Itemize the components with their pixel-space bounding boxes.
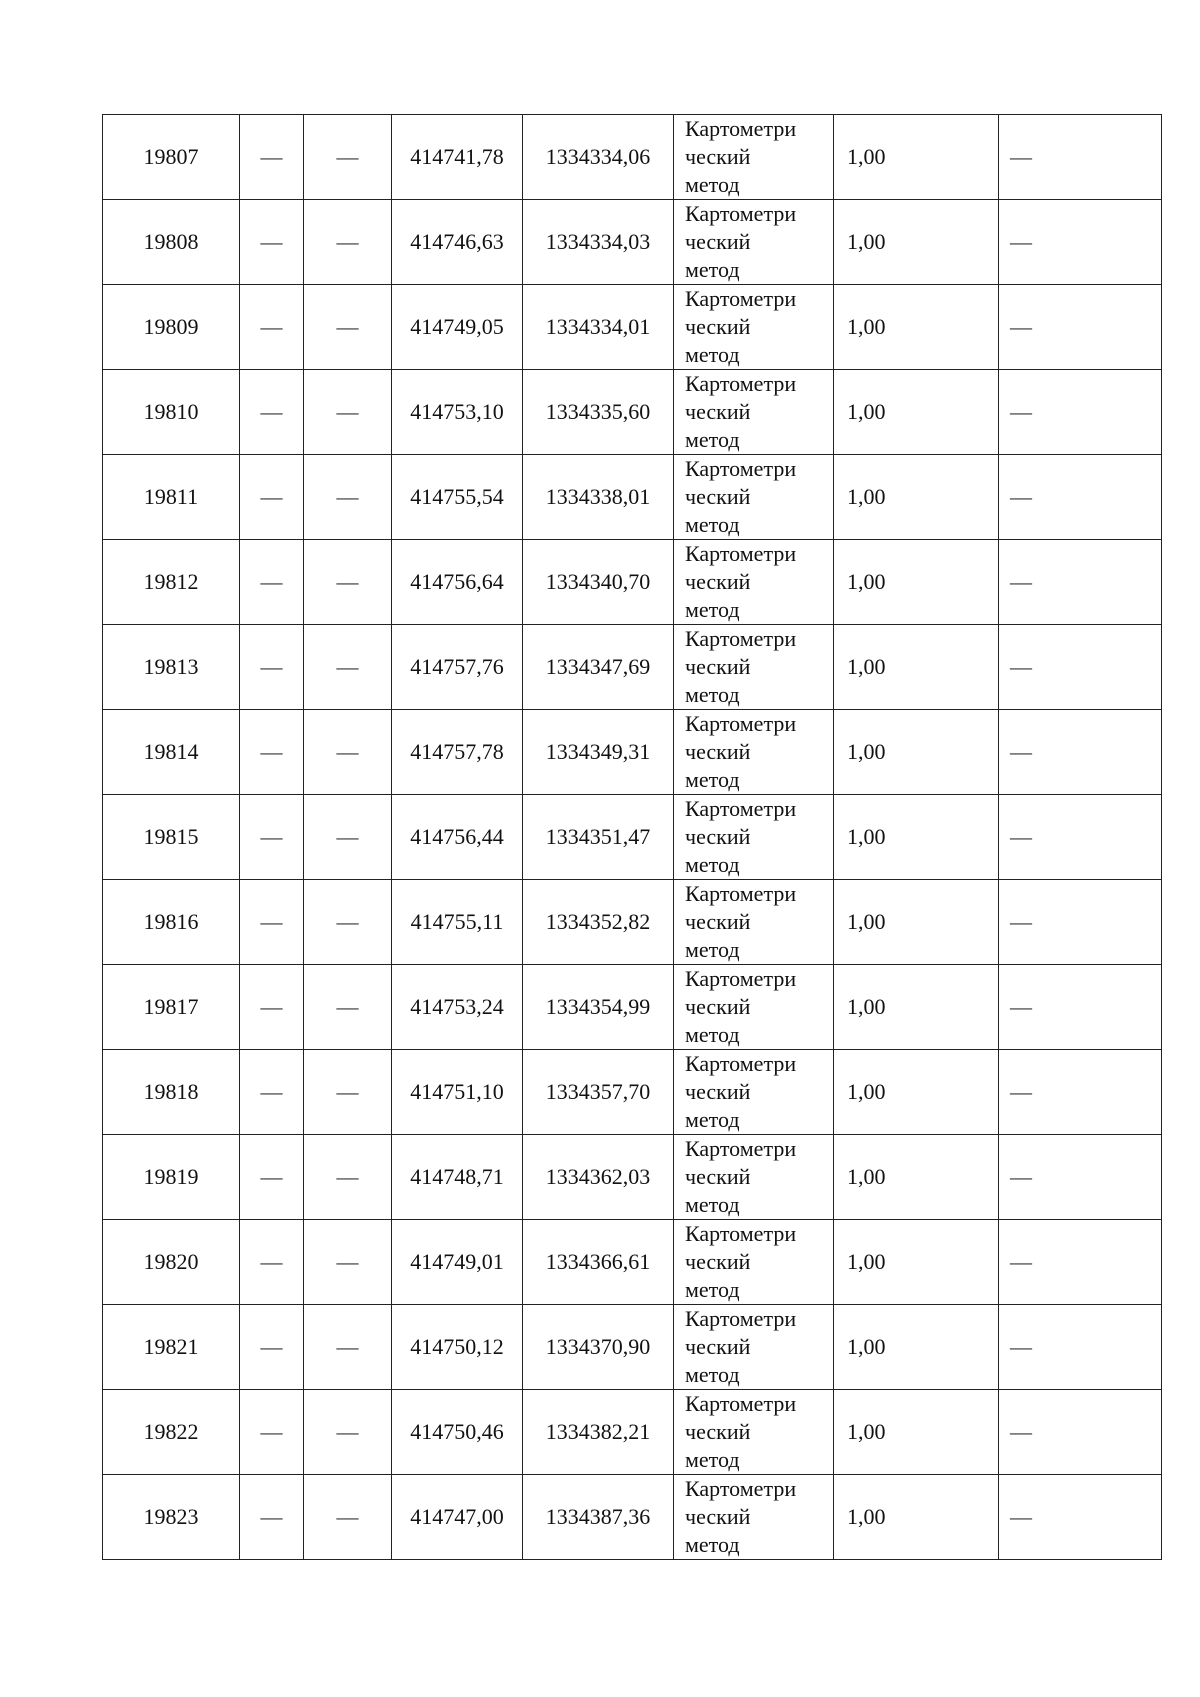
- point-number-cell: 19821: [103, 1305, 240, 1390]
- empty-value-cell: —: [999, 1050, 1162, 1135]
- empty-value-cell: —: [240, 455, 304, 540]
- empty-value-cell: —: [304, 370, 392, 455]
- point-number-cell: 19811: [103, 455, 240, 540]
- point-number-cell: 19809: [103, 285, 240, 370]
- empty-value-cell: —: [304, 115, 392, 200]
- x-coordinate-cell: 414746,63: [392, 200, 523, 285]
- accuracy-cell: 1,00: [834, 540, 999, 625]
- accuracy-cell: 1,00: [834, 455, 999, 540]
- x-coordinate-cell: 414755,54: [392, 455, 523, 540]
- empty-value-cell: —: [999, 965, 1162, 1050]
- empty-value-cell: —: [304, 540, 392, 625]
- method-text-line: Картометри: [685, 1476, 797, 1501]
- y-coordinate-cell: 1334335,60: [523, 370, 674, 455]
- table-row: [103, 455, 1162, 540]
- empty-value-cell: —: [240, 285, 304, 370]
- empty-value-cell: —: [240, 115, 304, 200]
- y-coordinate-cell: 1334382,21: [523, 1390, 674, 1475]
- empty-value-cell: —: [999, 1475, 1162, 1560]
- table-row: [103, 200, 1162, 285]
- method-text-line: ческий: [685, 1419, 751, 1444]
- table-row: [103, 1305, 1162, 1390]
- empty-value-cell: —: [304, 1220, 392, 1305]
- method-cell: [674, 710, 834, 795]
- coordinates-table: [102, 114, 1162, 1560]
- method-text-line: метод: [685, 1192, 740, 1217]
- empty-value-cell: —: [999, 880, 1162, 965]
- x-coordinate-cell: 414747,00: [392, 1475, 523, 1560]
- method-text-line: Картометри: [685, 1391, 797, 1416]
- empty-value-cell: —: [304, 1475, 392, 1560]
- method-text-line: ческий: [685, 144, 751, 169]
- table-row: [103, 625, 1162, 710]
- method-text-line: метод: [685, 512, 740, 537]
- method-text-line: Картометри: [685, 626, 797, 651]
- empty-value-cell: —: [240, 625, 304, 710]
- method-text-line: Картометри: [685, 286, 797, 311]
- y-coordinate-cell: 1334387,36: [523, 1475, 674, 1560]
- x-coordinate-cell: 414748,71: [392, 1135, 523, 1220]
- accuracy-cell: 1,00: [834, 200, 999, 285]
- method-text-line: ческий: [685, 739, 751, 764]
- point-number-cell: 19815: [103, 795, 240, 880]
- method-cell: [674, 965, 834, 1050]
- empty-value-cell: —: [240, 965, 304, 1050]
- x-coordinate-cell: 414753,10: [392, 370, 523, 455]
- empty-value-cell: —: [240, 1220, 304, 1305]
- empty-value-cell: —: [999, 1135, 1162, 1220]
- method-cell: [674, 880, 834, 965]
- method-text-line: Картометри: [685, 966, 797, 991]
- y-coordinate-cell: 1334334,06: [523, 115, 674, 200]
- point-number-cell: 19814: [103, 710, 240, 795]
- empty-value-cell: —: [304, 200, 392, 285]
- accuracy-cell: 1,00: [834, 115, 999, 200]
- y-coordinate-cell: 1334347,69: [523, 625, 674, 710]
- y-coordinate-cell: 1334338,01: [523, 455, 674, 540]
- x-coordinate-cell: 414751,10: [392, 1050, 523, 1135]
- method-cell: [674, 200, 834, 285]
- accuracy-cell: 1,00: [834, 710, 999, 795]
- method-text-line: ческий: [685, 229, 751, 254]
- empty-value-cell: —: [304, 710, 392, 795]
- method-text-line: Картометри: [685, 711, 797, 736]
- method-text-line: метод: [685, 427, 740, 452]
- empty-value-cell: —: [304, 1305, 392, 1390]
- method-text-line: ческий: [685, 1164, 751, 1189]
- empty-value-cell: —: [240, 1135, 304, 1220]
- method-text-line: метод: [685, 1362, 740, 1387]
- empty-value-cell: —: [304, 1390, 392, 1475]
- empty-value-cell: —: [304, 1135, 392, 1220]
- y-coordinate-cell: 1334352,82: [523, 880, 674, 965]
- table-row: [103, 285, 1162, 370]
- point-number-cell: 19822: [103, 1390, 240, 1475]
- empty-value-cell: —: [999, 370, 1162, 455]
- method-text-line: ческий: [685, 569, 751, 594]
- accuracy-cell: 1,00: [834, 625, 999, 710]
- point-number-cell: 19819: [103, 1135, 240, 1220]
- method-text-line: Картометри: [685, 541, 797, 566]
- empty-value-cell: —: [999, 625, 1162, 710]
- method-text-line: ческий: [685, 399, 751, 424]
- method-text-line: метод: [685, 342, 740, 367]
- empty-value-cell: —: [240, 370, 304, 455]
- method-text-line: ческий: [685, 1249, 751, 1274]
- empty-value-cell: —: [240, 1050, 304, 1135]
- empty-value-cell: —: [999, 795, 1162, 880]
- accuracy-cell: 1,00: [834, 1220, 999, 1305]
- accuracy-cell: 1,00: [834, 1050, 999, 1135]
- method-cell: [674, 370, 834, 455]
- method-text-line: Картометри: [685, 371, 797, 396]
- empty-value-cell: —: [999, 540, 1162, 625]
- method-text-line: ческий: [685, 824, 751, 849]
- method-cell: [674, 1050, 834, 1135]
- table-row: [103, 880, 1162, 965]
- x-coordinate-cell: 414756,64: [392, 540, 523, 625]
- accuracy-cell: 1,00: [834, 965, 999, 1050]
- x-coordinate-cell: 414757,78: [392, 710, 523, 795]
- method-cell: [674, 795, 834, 880]
- accuracy-cell: 1,00: [834, 795, 999, 880]
- table-row: [103, 370, 1162, 455]
- empty-value-cell: —: [999, 455, 1162, 540]
- method-text-line: Картометри: [685, 1136, 797, 1161]
- method-cell: [674, 1475, 834, 1560]
- empty-value-cell: —: [999, 1305, 1162, 1390]
- method-text-line: ческий: [685, 314, 751, 339]
- empty-value-cell: —: [999, 710, 1162, 795]
- table-row: [103, 1050, 1162, 1135]
- point-number-cell: 19813: [103, 625, 240, 710]
- x-coordinate-cell: 414753,24: [392, 965, 523, 1050]
- empty-value-cell: —: [304, 795, 392, 880]
- point-number-cell: 19823: [103, 1475, 240, 1560]
- empty-value-cell: —: [240, 1475, 304, 1560]
- table-row: [103, 1390, 1162, 1475]
- method-cell: [674, 285, 834, 370]
- table-row: [103, 540, 1162, 625]
- empty-value-cell: —: [999, 285, 1162, 370]
- method-text-line: метод: [685, 1277, 740, 1302]
- x-coordinate-cell: 414749,05: [392, 285, 523, 370]
- method-cell: [674, 115, 834, 200]
- method-cell: [674, 1220, 834, 1305]
- y-coordinate-cell: 1334370,90: [523, 1305, 674, 1390]
- empty-value-cell: —: [240, 200, 304, 285]
- accuracy-cell: 1,00: [834, 1135, 999, 1220]
- method-text-line: метод: [685, 1107, 740, 1132]
- method-text-line: метод: [685, 1532, 740, 1557]
- method-cell: [674, 1390, 834, 1475]
- empty-value-cell: —: [240, 540, 304, 625]
- point-number-cell: 19816: [103, 880, 240, 965]
- x-coordinate-cell: 414750,12: [392, 1305, 523, 1390]
- x-coordinate-cell: 414749,01: [392, 1220, 523, 1305]
- y-coordinate-cell: 1334351,47: [523, 795, 674, 880]
- method-text-line: ческий: [685, 1504, 751, 1529]
- empty-value-cell: —: [240, 710, 304, 795]
- x-coordinate-cell: 414756,44: [392, 795, 523, 880]
- empty-value-cell: —: [999, 200, 1162, 285]
- method-text-line: метод: [685, 682, 740, 707]
- table-row: [103, 1220, 1162, 1305]
- method-text-line: метод: [685, 597, 740, 622]
- empty-value-cell: —: [304, 625, 392, 710]
- empty-value-cell: —: [240, 795, 304, 880]
- accuracy-cell: 1,00: [834, 1305, 999, 1390]
- point-number-cell: 19817: [103, 965, 240, 1050]
- method-cell: [674, 540, 834, 625]
- method-text-line: Картометри: [685, 796, 797, 821]
- empty-value-cell: —: [304, 455, 392, 540]
- method-text-line: Картометри: [685, 456, 797, 481]
- y-coordinate-cell: 1334354,99: [523, 965, 674, 1050]
- y-coordinate-cell: 1334340,70: [523, 540, 674, 625]
- method-cell: [674, 625, 834, 710]
- empty-value-cell: —: [304, 880, 392, 965]
- empty-value-cell: —: [304, 965, 392, 1050]
- point-number-cell: 19808: [103, 200, 240, 285]
- method-text-line: метод: [685, 937, 740, 962]
- x-coordinate-cell: 414741,78: [392, 115, 523, 200]
- table-row: [103, 1135, 1162, 1220]
- y-coordinate-cell: 1334349,31: [523, 710, 674, 795]
- accuracy-cell: 1,00: [834, 1475, 999, 1560]
- x-coordinate-cell: 414750,46: [392, 1390, 523, 1475]
- empty-value-cell: —: [240, 880, 304, 965]
- accuracy-cell: 1,00: [834, 285, 999, 370]
- empty-value-cell: —: [999, 115, 1162, 200]
- point-number-cell: 19807: [103, 115, 240, 200]
- method-text-line: ческий: [685, 994, 751, 1019]
- method-text-line: метод: [685, 172, 740, 197]
- table-row: [103, 795, 1162, 880]
- y-coordinate-cell: 1334357,70: [523, 1050, 674, 1135]
- method-text-line: ческий: [685, 484, 751, 509]
- accuracy-cell: 1,00: [834, 880, 999, 965]
- empty-value-cell: —: [240, 1390, 304, 1475]
- method-text-line: Картометри: [685, 1221, 797, 1246]
- method-text-line: ческий: [685, 1079, 751, 1104]
- method-text-line: Картометри: [685, 201, 797, 226]
- point-number-cell: 19820: [103, 1220, 240, 1305]
- empty-value-cell: —: [304, 1050, 392, 1135]
- method-text-line: Картометри: [685, 881, 797, 906]
- method-cell: [674, 1305, 834, 1390]
- table-row: [103, 965, 1162, 1050]
- empty-value-cell: —: [999, 1390, 1162, 1475]
- accuracy-cell: 1,00: [834, 1390, 999, 1475]
- method-text-line: Картометри: [685, 1306, 797, 1331]
- method-cell: [674, 455, 834, 540]
- table-body: [103, 115, 1162, 1560]
- table-row: [103, 1475, 1162, 1560]
- empty-value-cell: —: [240, 1305, 304, 1390]
- method-text-line: ческий: [685, 654, 751, 679]
- table-row: [103, 710, 1162, 795]
- y-coordinate-cell: 1334366,61: [523, 1220, 674, 1305]
- x-coordinate-cell: 414757,76: [392, 625, 523, 710]
- point-number-cell: 19818: [103, 1050, 240, 1135]
- method-text-line: ческий: [685, 1334, 751, 1359]
- method-text-line: метод: [685, 1447, 740, 1472]
- method-cell: [674, 1135, 834, 1220]
- method-text-line: метод: [685, 257, 740, 282]
- method-text-line: метод: [685, 767, 740, 792]
- y-coordinate-cell: 1334362,03: [523, 1135, 674, 1220]
- accuracy-cell: 1,00: [834, 370, 999, 455]
- empty-value-cell: —: [304, 285, 392, 370]
- table-row: [103, 115, 1162, 200]
- empty-value-cell: —: [999, 1220, 1162, 1305]
- method-text-line: Картометри: [685, 116, 797, 141]
- method-text-line: метод: [685, 1022, 740, 1047]
- x-coordinate-cell: 414755,11: [392, 880, 523, 965]
- y-coordinate-cell: 1334334,03: [523, 200, 674, 285]
- y-coordinate-cell: 1334334,01: [523, 285, 674, 370]
- method-text-line: метод: [685, 852, 740, 877]
- point-number-cell: 19810: [103, 370, 240, 455]
- point-number-cell: 19812: [103, 540, 240, 625]
- method-text-line: ческий: [685, 909, 751, 934]
- method-text-line: Картометри: [685, 1051, 797, 1076]
